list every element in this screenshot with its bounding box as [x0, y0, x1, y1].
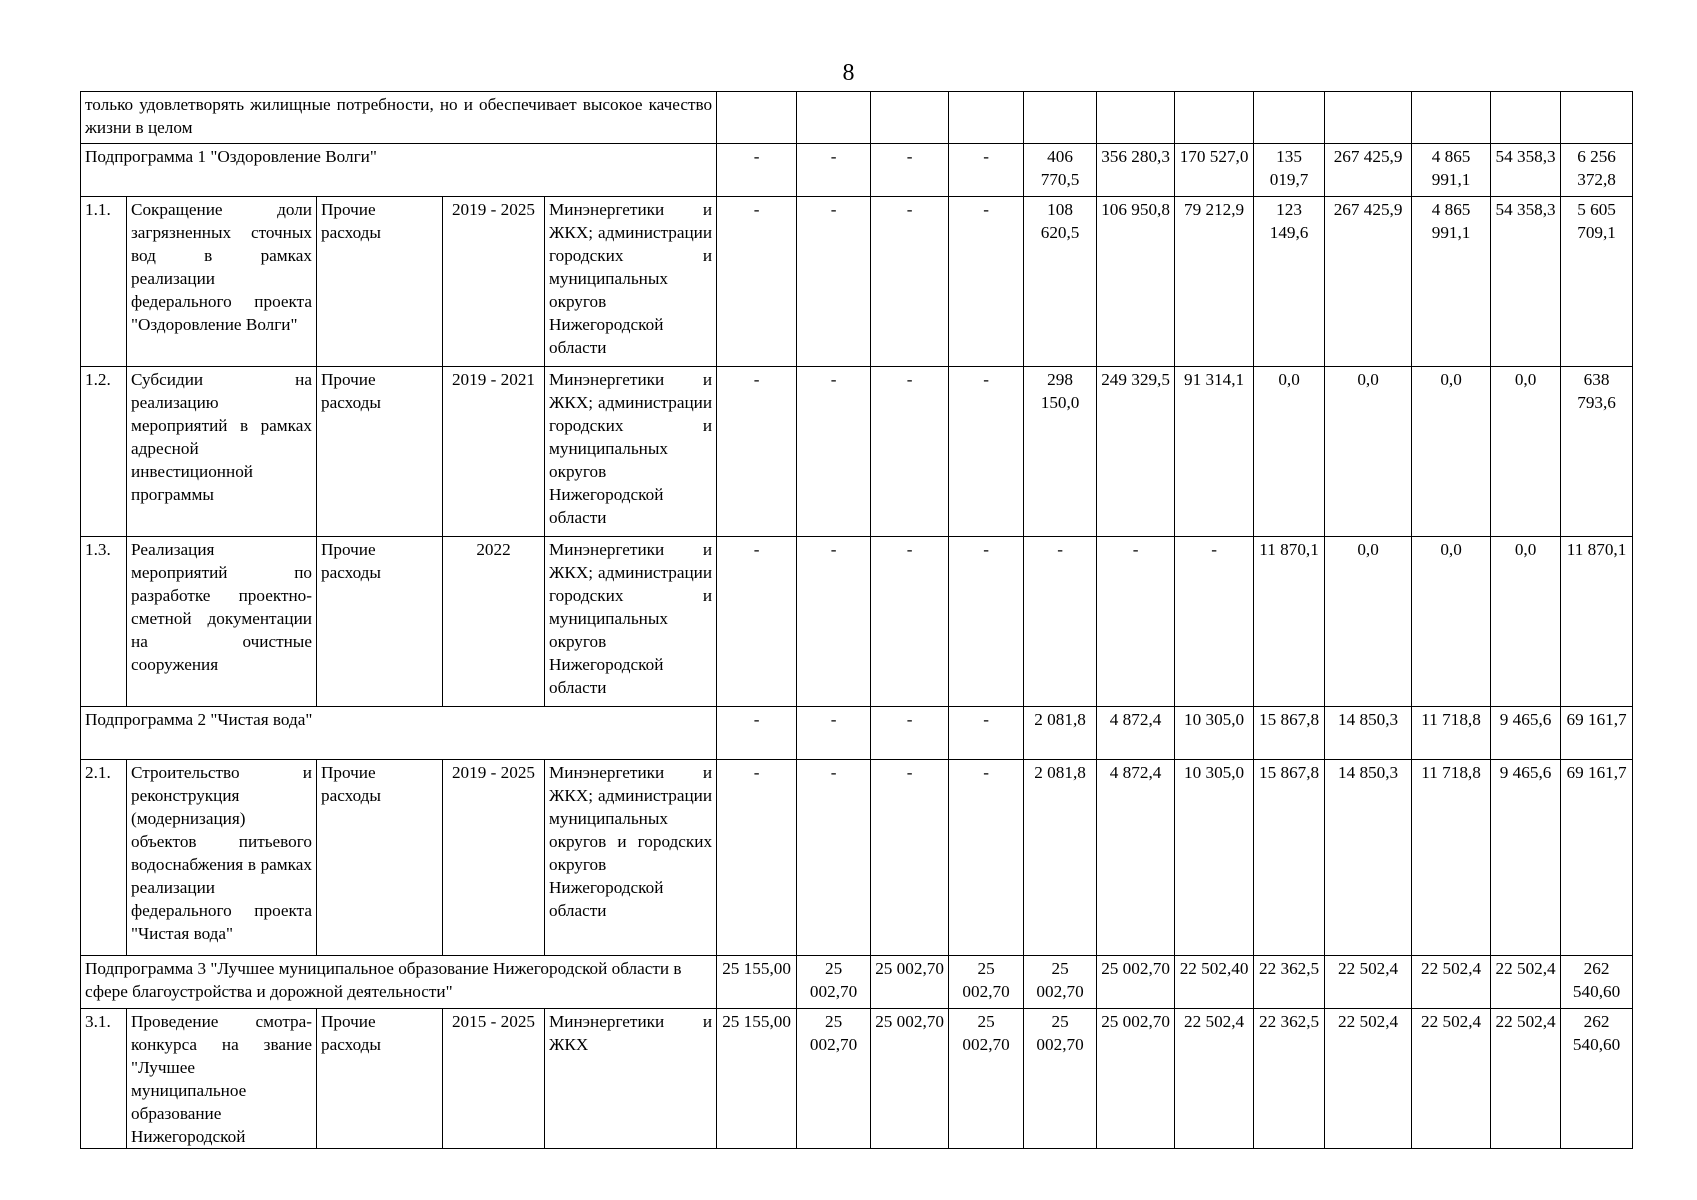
value-cell: - — [871, 197, 949, 367]
value-cell: 22 502,4 — [1491, 956, 1561, 1009]
empty-cell — [1325, 92, 1412, 144]
implementation-period: 2019 - 2025 — [443, 760, 545, 956]
implementation-period: 2019 - 2021 — [443, 367, 545, 537]
value-cell: - — [1097, 537, 1175, 707]
value-cell: 0,0 — [1491, 537, 1561, 707]
empty-cell — [1412, 92, 1491, 144]
value-cell: 25 002,70 — [797, 956, 871, 1009]
empty-cell — [871, 92, 949, 144]
item-number: 1.2. — [81, 367, 127, 537]
value-cell: 22 502,4 — [1412, 1009, 1491, 1149]
value-cell: - — [797, 537, 871, 707]
measure-row — [81, 1009, 1633, 1149]
value-cell: 0,0 — [1325, 367, 1412, 537]
value-cell: 0,0 — [1491, 367, 1561, 537]
value-cell: - — [717, 707, 797, 760]
continuation-text: только удовлетворять жилищные потребности, но и обеспечивает высокое качество жизни в целом — [81, 92, 717, 144]
item-name: Реализация мероприятий по разработке проектно-сметной документации на очистные сооружения — [127, 537, 317, 707]
value-cell: 25 002,70 — [871, 1009, 949, 1149]
measure-row — [81, 537, 1633, 707]
empty-cell — [1491, 92, 1561, 144]
value-cell: 25 002,70 — [1097, 956, 1175, 1009]
executor: Минэнергетики и ЖКХ; администрации городских и муниципальных округов Нижегородской области — [545, 367, 717, 537]
value-cell: 11 718,8 — [1412, 760, 1491, 956]
value-cell: 54 358,3 — [1491, 197, 1561, 367]
subprogram-row — [81, 707, 1633, 760]
empty-cell — [1175, 92, 1254, 144]
value-cell: 170 527,0 — [1175, 144, 1254, 197]
item-name: Строительство и реконструкция (модернизация) объектов питьевого водоснабжения в рамках реализации федерального проекта "Чистая вода" — [127, 760, 317, 956]
item-name: Проведение смотра-конкурса на звание "Лучшее муниципальное образование Нижегородской — [127, 1009, 317, 1149]
value-cell: - — [717, 537, 797, 707]
value-cell: 25 002,70 — [1024, 1009, 1097, 1149]
subprogram-row — [81, 144, 1633, 197]
item-name: Сокращение доли загрязненных сточных вод в рамках реализации федерального проекта "Оздоровление Волги" — [127, 197, 317, 367]
value-cell: - — [717, 144, 797, 197]
empty-cell — [949, 92, 1024, 144]
executor: Минэнергетики и ЖКХ; администрации муниципальных округов и городских округов Нижегородской области — [545, 760, 717, 956]
value-cell: 0,0 — [1412, 537, 1491, 707]
empty-cell — [1097, 92, 1175, 144]
value-cell: 14 850,3 — [1325, 707, 1412, 760]
expense-category: Прочие расходы — [317, 537, 443, 707]
value-cell: 22 362,5 — [1254, 1009, 1325, 1149]
value-cell: 4 865 991,1 — [1412, 197, 1491, 367]
executor: Минэнергетики и ЖКХ — [545, 1009, 717, 1149]
value-cell: 11 718,8 — [1412, 707, 1491, 760]
value-cell: 2 081,8 — [1024, 707, 1097, 760]
item-number: 2.1. — [81, 760, 127, 956]
value-cell: 54 358,3 — [1491, 144, 1561, 197]
value-cell: 69 161,7 — [1561, 760, 1633, 956]
value-cell: - — [717, 197, 797, 367]
value-cell: 0,0 — [1412, 367, 1491, 537]
expense-category: Прочие расходы — [317, 367, 443, 537]
value-cell: - — [797, 144, 871, 197]
value-cell: 267 425,9 — [1325, 197, 1412, 367]
value-cell: 262 540,60 — [1561, 956, 1633, 1009]
subprogram-title: Подпрограмма 2 "Чистая вода" — [81, 707, 717, 760]
measure-row — [81, 367, 1633, 537]
measure-row — [81, 760, 1633, 956]
subprogram-row — [81, 956, 1633, 1009]
value-cell: 406 770,5 — [1024, 144, 1097, 197]
implementation-period: 2015 - 2025 — [443, 1009, 545, 1149]
value-cell: 10 305,0 — [1175, 707, 1254, 760]
value-cell: 22 502,4 — [1491, 1009, 1561, 1149]
expense-category: Прочие расходы — [317, 1009, 443, 1149]
value-cell: 14 850,3 — [1325, 760, 1412, 956]
value-cell: 25 002,70 — [949, 1009, 1024, 1149]
page-number: 8 — [842, 60, 855, 86]
value-cell: 2 081,8 — [1024, 760, 1097, 956]
value-cell: - — [871, 367, 949, 537]
value-cell: - — [797, 197, 871, 367]
value-cell: 25 155,00 — [717, 1009, 797, 1149]
value-cell: - — [949, 760, 1024, 956]
value-cell: - — [871, 760, 949, 956]
value-cell: 22 362,5 — [1254, 956, 1325, 1009]
value-cell: - — [1175, 537, 1254, 707]
value-cell: - — [949, 197, 1024, 367]
value-cell: - — [871, 537, 949, 707]
value-cell: 123 149,6 — [1254, 197, 1325, 367]
value-cell: 25 002,70 — [871, 956, 949, 1009]
value-cell: 15 867,8 — [1254, 760, 1325, 956]
subprogram-title: Подпрограмма 1 "Оздоровление Волги" — [81, 144, 717, 197]
value-cell: - — [717, 367, 797, 537]
value-cell: 262 540,60 — [1561, 1009, 1633, 1149]
value-cell: - — [871, 707, 949, 760]
value-cell: 9 465,6 — [1491, 707, 1561, 760]
value-cell: - — [797, 367, 871, 537]
item-number: 1.3. — [81, 537, 127, 707]
empty-cell — [1024, 92, 1097, 144]
value-cell: 25 002,70 — [949, 956, 1024, 1009]
value-cell: 249 329,5 — [1097, 367, 1175, 537]
value-cell: 25 002,70 — [1024, 956, 1097, 1009]
value-cell: 0,0 — [1254, 367, 1325, 537]
budget-table — [80, 91, 1633, 1149]
value-cell: - — [871, 144, 949, 197]
item-number: 1.1. — [81, 197, 127, 367]
value-cell: 79 212,9 — [1175, 197, 1254, 367]
value-cell: 4 865 991,1 — [1412, 144, 1491, 197]
value-cell: 638 793,6 — [1561, 367, 1633, 537]
value-cell: 9 465,6 — [1491, 760, 1561, 956]
expense-category: Прочие расходы — [317, 197, 443, 367]
implementation-period: 2022 — [443, 537, 545, 707]
value-cell: 10 305,0 — [1175, 760, 1254, 956]
value-cell: - — [797, 707, 871, 760]
value-cell: 25 155,00 — [717, 956, 797, 1009]
value-cell: 22 502,4 — [1325, 1009, 1412, 1149]
value-cell: 22 502,4 — [1325, 956, 1412, 1009]
value-cell: 69 161,7 — [1561, 707, 1633, 760]
value-cell: 5 605 709,1 — [1561, 197, 1633, 367]
executor: Минэнергетики и ЖКХ; администрации городских и муниципальных округов Нижегородской области — [545, 197, 717, 367]
value-cell: 6 256 372,8 — [1561, 144, 1633, 197]
value-cell: 22 502,4 — [1175, 1009, 1254, 1149]
value-cell: - — [717, 760, 797, 956]
measure-row — [81, 197, 1633, 367]
value-cell: 91 314,1 — [1175, 367, 1254, 537]
item-number: 3.1. — [81, 1009, 127, 1149]
value-cell: 22 502,40 — [1175, 956, 1254, 1009]
continuation-row — [81, 92, 1633, 144]
item-name: Субсидии на реализацию мероприятий в рамках адресной инвестиционной программы — [127, 367, 317, 537]
value-cell: - — [797, 760, 871, 956]
value-cell: 4 872,4 — [1097, 707, 1175, 760]
empty-cell — [717, 92, 797, 144]
value-cell: 106 950,8 — [1097, 197, 1175, 367]
value-cell: 267 425,9 — [1325, 144, 1412, 197]
expense-category: Прочие расходы — [317, 760, 443, 956]
value-cell: - — [1024, 537, 1097, 707]
subprogram-title: Подпрограмма 3 "Лучшее муниципальное образование Нижегородской области в сфере благоустройства и дорожной деятельности" — [81, 956, 717, 1009]
value-cell: 298 150,0 — [1024, 367, 1097, 537]
value-cell: - — [949, 144, 1024, 197]
implementation-period: 2019 - 2025 — [443, 197, 545, 367]
value-cell: 108 620,5 — [1024, 197, 1097, 367]
empty-cell — [1254, 92, 1325, 144]
value-cell: 15 867,8 — [1254, 707, 1325, 760]
value-cell: 0,0 — [1325, 537, 1412, 707]
executor: Минэнергетики и ЖКХ; администрации городских и муниципальных округов Нижегородской области — [545, 537, 717, 707]
value-cell: 4 872,4 — [1097, 760, 1175, 956]
value-cell: 356 280,3 — [1097, 144, 1175, 197]
value-cell: 22 502,4 — [1412, 956, 1491, 1009]
value-cell: 11 870,1 — [1254, 537, 1325, 707]
empty-cell — [1561, 92, 1633, 144]
value-cell: - — [949, 367, 1024, 537]
value-cell: 11 870,1 — [1561, 537, 1633, 707]
value-cell: - — [949, 537, 1024, 707]
value-cell: 135 019,7 — [1254, 144, 1325, 197]
value-cell: 25 002,70 — [797, 1009, 871, 1149]
value-cell: 25 002,70 — [1097, 1009, 1175, 1149]
empty-cell — [797, 92, 871, 144]
value-cell: - — [949, 707, 1024, 760]
